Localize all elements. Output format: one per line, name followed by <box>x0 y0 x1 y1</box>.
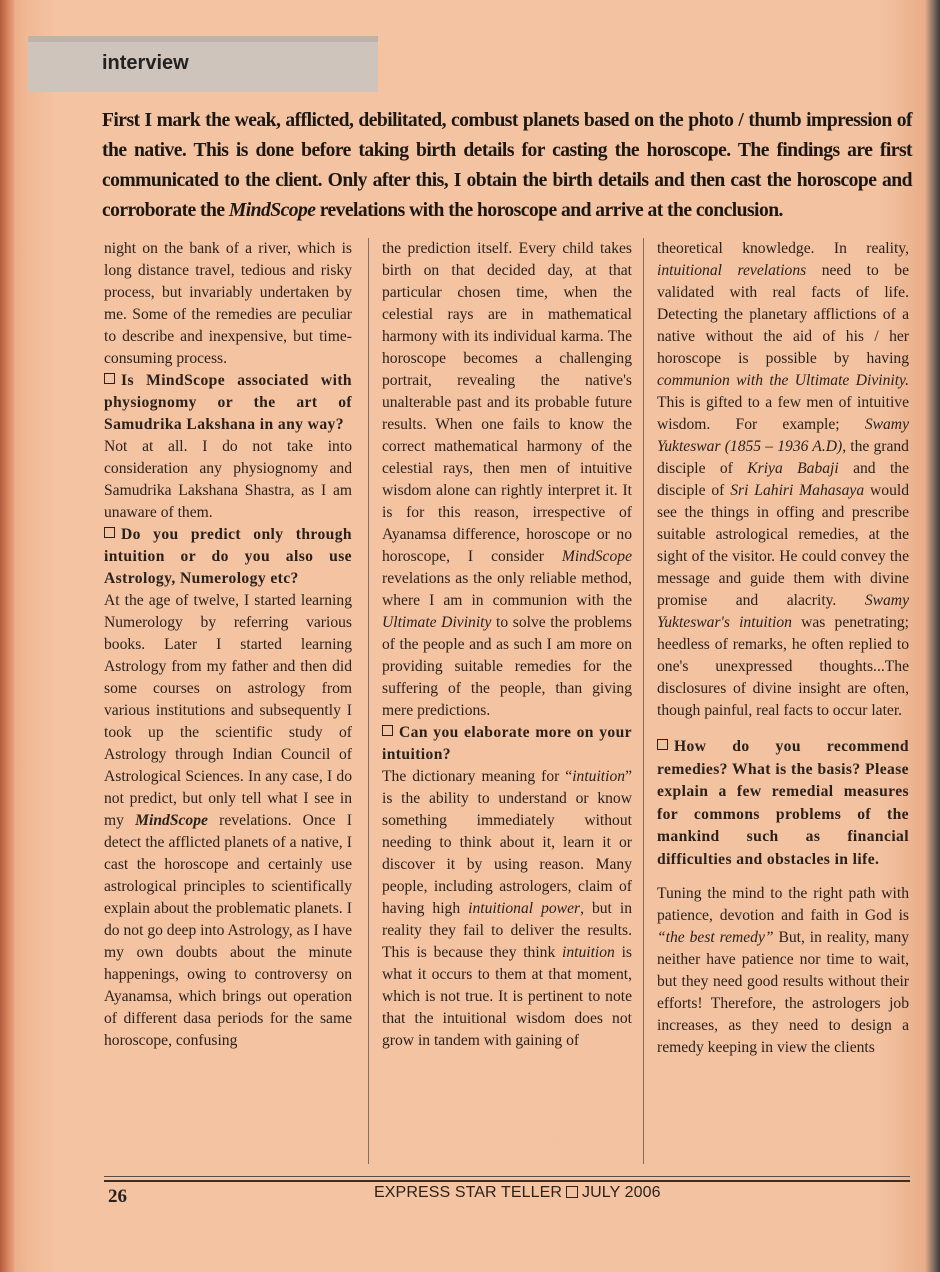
question-text: Is MindScope associated with physiognomy or the art of Samudrika Lakshana in any way? <box>104 372 352 433</box>
question-text: Can you elaborate more on your intuition? <box>382 724 632 763</box>
page-spine <box>0 0 14 1272</box>
emphasis: intuition <box>572 768 626 785</box>
answer-paragraph: At the age of twelve, I started learning Numerology by referring various books. Later I started learning Astrology from my father and then did some courses on astrology from various institutions and subsequently I took up the scientific study of Astrology through Indian Council of Astrological Sciences. In any case, I do not predict, but only tell what I see in my MindScope revelations. Once I detect the afflicted planets of a native, I cast the horoscope and certainly use astrological principles to scientifically explain about the problematic planets. I do not go deep into Astrology, as I have my own doubts about the minute happenings, owing to controversy on Ayanamsa, which brings out operation of different dasa periods for the same horoscope, confusing <box>104 592 353 1049</box>
checkbox-bullet-icon <box>104 373 115 384</box>
question-text: How do you recommend remedies? What is the basis? Please explain a few remedial measures for commons problems of the mankind such as financial difficulties and obstacles in life. <box>657 738 909 868</box>
question-heading <box>104 370 352 436</box>
paragraph: night on the bank of a river, which is long distance travel, tedious and risky process, but invariably undertaken by me. Some of the remedies are peculiar to describe and inexpensive, but time-consuming process. <box>104 240 352 367</box>
answer-paragraph: Not at all. I do not take into consideration any physiognomy and Samudrika Lakshana Shastra, as I am unaware of them. <box>104 438 352 521</box>
question-heading <box>104 524 352 590</box>
checkbox-bullet-icon <box>566 1186 578 1198</box>
answer-paragraph: Tuning the mind to the right path with patience, devotion and faith in God is “the best remedy” But, in reality, many neither have patience nor time to wait, but they need good results without their efforts! Therefore, the astrologers job increases, as they need to design a remedy keeping in view the clients <box>657 885 909 1056</box>
column-rule <box>368 238 369 1164</box>
emphasis: Kriya Babaji <box>747 460 839 477</box>
emphasis: intuitional revelations <box>657 262 807 279</box>
footer-rule <box>104 1180 910 1182</box>
page-number: 26 <box>108 1186 127 1207</box>
section-label: interview <box>102 52 189 74</box>
question-heading <box>657 736 909 871</box>
checkbox-bullet-icon <box>657 739 668 750</box>
column-3 <box>657 238 909 1178</box>
emphasis: MindScope <box>561 548 632 565</box>
section-tab <box>28 36 378 92</box>
pull-quote <box>102 106 912 226</box>
paragraph: theoretical knowledge. In reality, intuitional revelations need to be validated with real facts of life. Detecting the planetary afflictions of a native without the aid of his / her horoscope is possible by having communion with the Ultimate Divinity. This is gifted to a few men of intuitive wisdom. For example; Swamy Yukteswar (1855 – 1936 A.D), the grand disciple of Kriya Babaji and the disciple of Sri Lahiri Mahasaya would see the things in offing and prescribe suitable astrological remedies, at the sight of the visitor. He could convey the message and guide them with divine promise and alacrity. Swamy Yukteswar's intuition was penetrating; heedless of remarks, he often replied to one's unexpressed thoughts...The disclosures of divine insight are often, though painful, real facts to occur later. <box>657 240 910 719</box>
footer-rule-thin <box>104 1176 910 1177</box>
column-2 <box>382 238 632 1178</box>
emphasis: intuitional power <box>468 900 581 917</box>
emphasis: Sri Lahiri Mahasaya <box>730 482 865 499</box>
emphasis: MindScope <box>135 812 208 829</box>
emphasis: Ultimate Divinity <box>382 614 492 631</box>
emphasis: “the best remedy” <box>657 929 774 946</box>
checkbox-bullet-icon <box>104 527 115 538</box>
question-text: Do you predict only through intuition or do you also use Astrology, Numerology etc? <box>104 526 352 587</box>
answer-paragraph: The dictionary meaning for “intuition” is the ability to understand or know something immediately without needing to think about it, learn it or discover it by using reason. Many people, including astrologers, claim of having high intuitional power, but in reality they fail to deliver the results. This is because they think intuition is what it occurs to them at that moment, which is not true. It is pertinent to note that the intuitional wisdom does not grow in tandem with gaining of <box>382 768 632 1049</box>
pull-quote-text-end: revelations with the horoscope and arrive at the conclusion. <box>315 200 783 221</box>
issue-date: JULY 2006 <box>582 1184 661 1201</box>
column-rule <box>643 238 644 1164</box>
emphasis: communion with the Ultimate Divinity. <box>657 372 909 389</box>
checkbox-bullet-icon <box>382 725 393 736</box>
paragraph: the prediction itself. Every child takes birth on that decided day, at that particular chosen time, when the celestial rays are in mathematical harmony with its individual karma. The horoscope becomes a challenging portrait, revealing the native's unalterable past and its probable future results. When one fails to know the correct mathematical harmony of the celestial rays, then men of intuitive wisdom alone can rightly interpret it. It is for this reason, irrespective of Ayanamsa difference, horoscope or no horoscope, I consider MindScope revelations as the only reliable method, where I am in communion with the Ultimate Divinity to solve the problems of the people and as such I am more on providing suitable remedies for the suffering of the people, than giving mere predictions. <box>382 240 632 719</box>
publication-footer <box>374 1184 661 1202</box>
emphasis: intuition <box>562 944 615 961</box>
pull-quote-italic: MindScope <box>228 200 316 221</box>
question-heading <box>382 722 632 766</box>
pull-quote-text: First I mark the weak, afflicted, debilitated, combust planets based on the photo / thumb impression of the native. This is done before taking birth details for casting the horoscope. The findings are first communicated to the client. Only after this, I obtain the birth details and then cast the horoscope and corroborate the <box>102 110 912 221</box>
emphasis: Swamy Yukteswar's intuition <box>657 592 909 631</box>
column-1 <box>104 238 352 1178</box>
emphasis: Swamy Yukteswar (1855 – 1936 A.D) <box>657 416 909 455</box>
publication-name: EXPRESS STAR TELLER <box>374 1184 563 1201</box>
